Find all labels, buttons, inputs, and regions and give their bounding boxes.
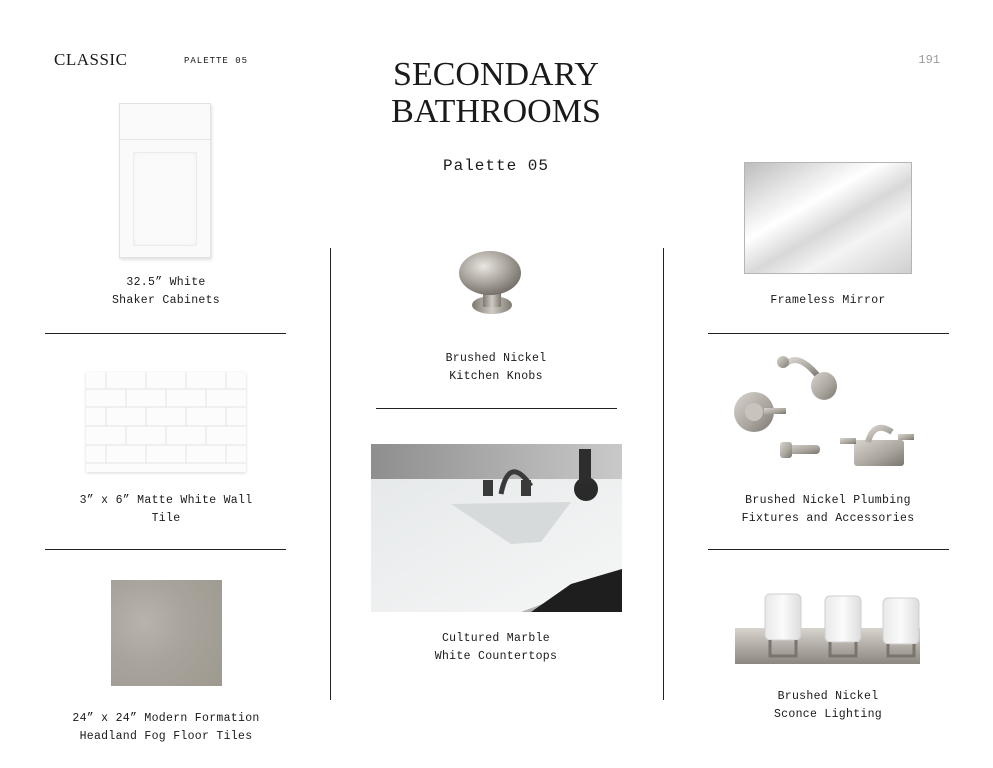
plumbing-caption: Brushed Nickel Plumbing Fixtures and Accessories <box>741 494 915 525</box>
right-divider-2 <box>708 549 949 550</box>
mirror-caption: Frameless Mirror <box>770 294 886 307</box>
sconce-image <box>735 590 920 670</box>
floor-tile-image <box>111 580 222 686</box>
center-divider <box>376 408 617 409</box>
knob-image <box>420 235 560 345</box>
subway-tile-image <box>86 372 246 472</box>
page-number: 191 <box>918 53 940 67</box>
left-divider-1 <box>45 333 286 334</box>
page-title <box>346 56 646 130</box>
column-divider-left <box>330 248 331 700</box>
cabinets-caption: 32.5” White Shaker Cabinets <box>111 276 221 307</box>
page-subtitle: Palette 05 <box>442 157 549 175</box>
mirror-image <box>744 162 912 274</box>
wall-tile-caption: 3” x 6” Matte White Wall Tile <box>79 494 253 525</box>
right-divider-1 <box>708 333 949 334</box>
brand-label: CLASSIC <box>54 50 128 69</box>
page-title-line-2: BATHROOMS <box>391 93 601 130</box>
knobs-caption: Brushed Nickel Kitchen Knobs <box>445 352 547 383</box>
countertops-caption: Cultured Marble White Countertops <box>434 632 558 663</box>
lighting-caption: Brushed Nickel Sconce Lighting <box>773 690 883 721</box>
cabinet-image <box>119 103 211 258</box>
plumbing-fixtures-image <box>728 350 918 475</box>
countertop-image <box>371 444 622 612</box>
palette-tag: PALETTE 05 <box>184 56 249 66</box>
floor-tiles-caption: 24” x 24” Modern Formation Headland Fog Floor Tiles <box>72 712 260 743</box>
left-divider-2 <box>45 549 286 550</box>
page-title-line-1: SECONDARY <box>393 56 599 93</box>
column-divider-right <box>663 248 664 700</box>
